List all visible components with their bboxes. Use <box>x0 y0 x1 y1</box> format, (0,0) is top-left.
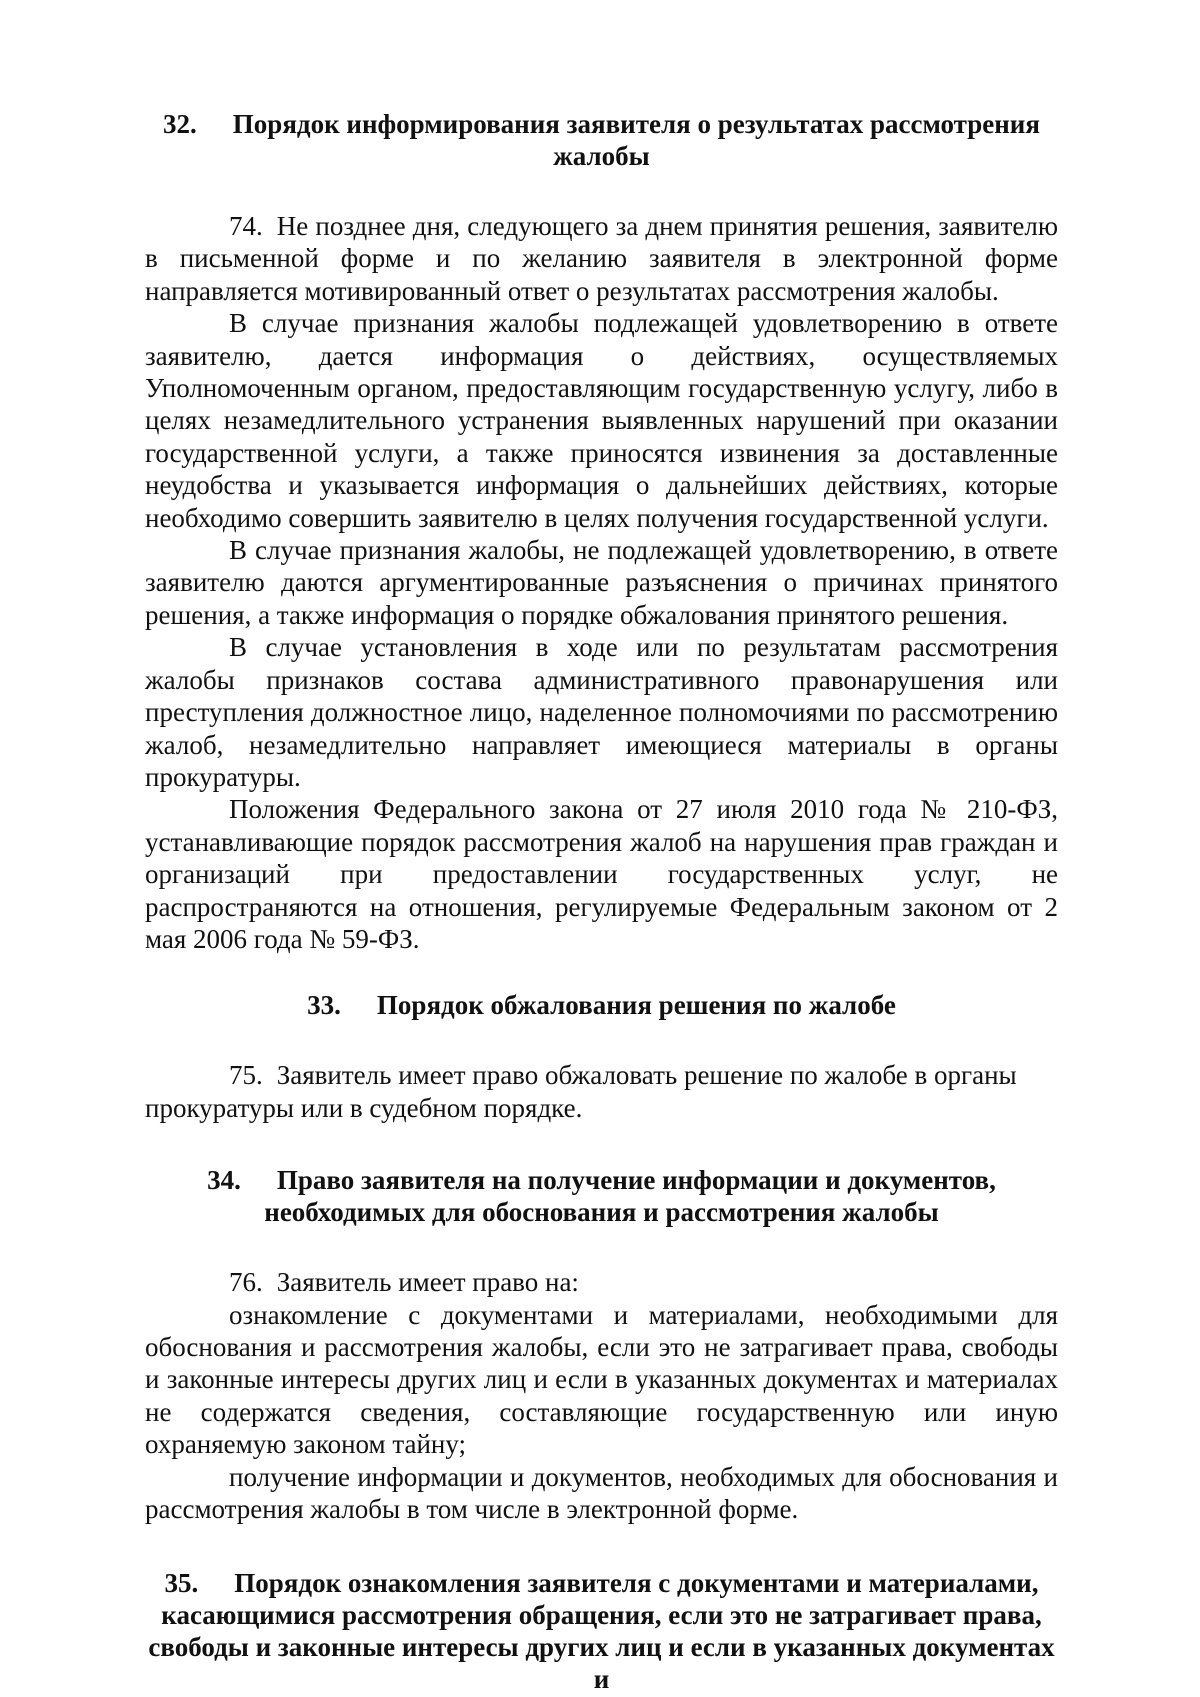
section-title-line: жалобы <box>553 141 650 171</box>
section-title-line: Порядок ознакомления заявителя с документами и материалами, <box>234 1568 1039 1599</box>
paragraph: В случае признания жалобы подлежащей удовлетворению в ответе заявителю, дается информация о действиях, осуществляемых Уполномоченным органом, предоставляющим государственную услугу, либо в целях незамедлительного устранения выявленных нарушений при оказании государственной услуги, а также приносятся извинения за доставленные неудобства и указывается информация о дальнейших действиях, которые необходимо совершить заявителю в целях получения государственной услуги. <box>145 308 1058 533</box>
paragraph: получение информации и документов, необходимых для обоснования и рассмотрения жалобы в том числе в электронной форме. <box>145 1461 1058 1524</box>
paragraph-text: Заявитель имеет право обжаловать решение по жалобе в органы прокуратуры или в судебном порядке. <box>145 1060 1017 1123</box>
section-34-heading <box>145 1164 1058 1228</box>
paragraph-76 <box>145 1266 1058 1298</box>
section-33-heading <box>145 989 1058 1021</box>
paragraph-text: Заявитель имеет право на: <box>276 1267 579 1298</box>
section-32-heading <box>145 108 1058 172</box>
section-title-line: свободы и законные интересы других лиц и если в указанных документах и <box>148 1632 1055 1695</box>
paragraph: В случае установления в ходе или по результатам рассмотрения жалобы признаков состава административного правонарушения или преступления должностное лицо, наделенное полномочиями по рассмотрению жалоб, незамедлительно направляет имеющиеся материалы в органы прокуратуры. <box>145 632 1058 792</box>
section-number: 35. <box>164 1568 199 1599</box>
section-number: 32. <box>163 109 197 139</box>
paragraph: ознакомление с документами и материалами, необходимыми для обоснования и рассмотрения жалобы, если это не затрагивает права, свободы и законные интересы других лиц и если в указанных документах и материалах не содержатся сведения, составляющие государственную или иную охраняемую законом тайну; <box>145 1299 1058 1460</box>
section-title-line: Порядок обжалования решения по жалобе <box>376 990 896 1021</box>
paragraph-number: 75. <box>229 1060 263 1091</box>
paragraph-74 <box>145 210 1058 307</box>
section-title-line: необходимых для обоснования и рассмотрения жалобы <box>264 1197 939 1228</box>
paragraph-number: 74. <box>229 211 263 241</box>
paragraph-text: Не позднее дня, следующего за днем принятия решения, заявителю в письменной форме и по желанию заявителя в электронной форме направляется мотивированный ответ о результатах рассмотрения жалобы. <box>145 211 1058 306</box>
paragraph-number: 76. <box>229 1267 263 1298</box>
section-number: 33. <box>307 990 341 1021</box>
section-title-line: касающимися рассмотрения обращения, если это не затрагивает права, <box>161 1600 1042 1631</box>
paragraph: В случае признания жалобы, не подлежащей удовлетворению, в ответе заявителю даются аргументированные разъяснения о причинах принятого решения, а также информация о порядке обжалования принятого решения. <box>145 535 1058 630</box>
section-number: 34. <box>207 1165 241 1196</box>
section-title-line: Порядок информирования заявителя о результатах рассмотрения <box>232 109 1040 139</box>
paragraph: Положения Федерального закона от 27 июля 2010 года № 210-ФЗ, устанавливающие порядок рассмотрения жалоб на нарушения прав граждан и организаций при предоставлении государственных услуг, не распространяются на отношения, регулируемые Федеральным законом от 2 мая 2006 года № 59-ФЗ. <box>145 794 1058 954</box>
section-title-line: Право заявителя на получение информации и документов, <box>276 1165 996 1196</box>
paragraph-75 <box>145 1059 1058 1124</box>
section-35-heading <box>145 1567 1058 1695</box>
